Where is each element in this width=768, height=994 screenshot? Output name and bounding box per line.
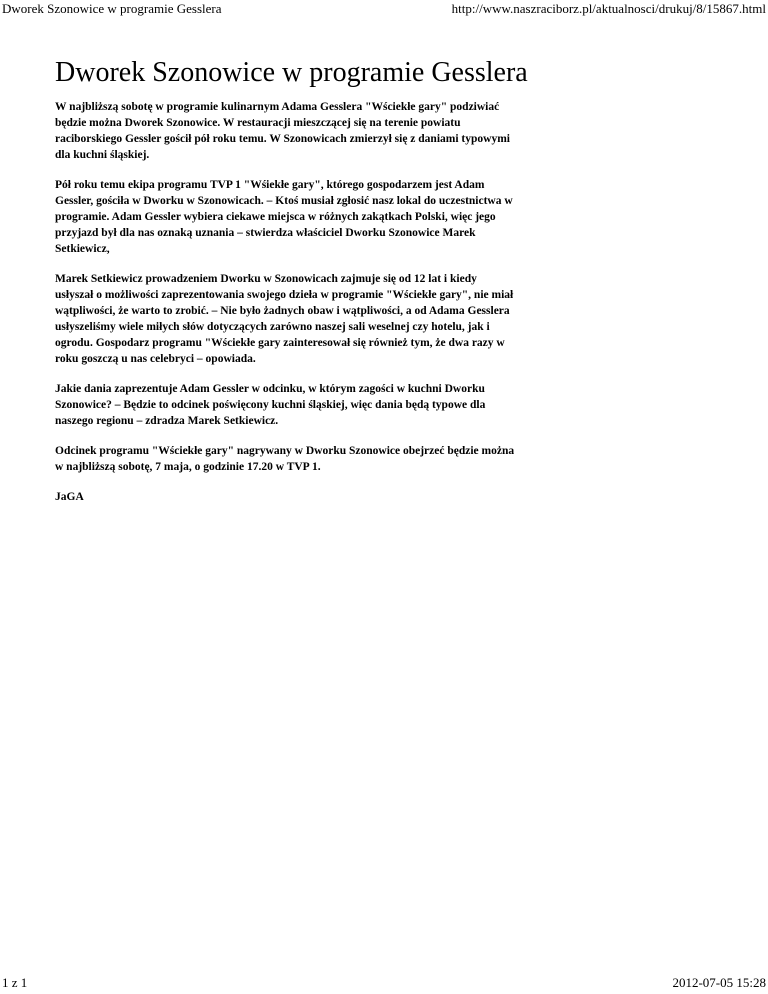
article-lead: W najbliższą sobotę w programie kulinarnym Adama Gesslera "Wściekłe gary" podziwiać będzie można Dworek Szonowice. W restauracji mieszczącej się na terenie powiatu raciborskiego Gessler gościł pół roku temu. W Szonowicach zmierzył się z daniami typowymi dla kuchni śląskiej. xyxy=(55,101,510,161)
article-paragraph: Pół roku temu ekipa programu TVP 1 "Wśiekłe gary", którego gospodarzem jest Adam Gessler, gościła w Dworku w Szonowicach. – Ktoś musiał zgłosić nasz lokal do uczestnictwa w programie. Adam Gessler wybiera ciekawe miejsca w różnych zakątkach Polski, więc jego przyjazd był dla nas oznaką uznania – stwierdza właściciel Dworku Szonowice Marek Setkiewicz, xyxy=(55,179,513,255)
article-paragraph: Jakie dania zaprezentuje Adam Gessler w odcinku, w którym zagości w kuchni Dworku Szonowice? – Będzie to odcinek poświęcony kuchni śląskiej, więc dania będą typowe dla naszego regionu – zdradza Marek Setkiewicz. xyxy=(55,383,486,427)
print-footer-page-number: 1 z 1 xyxy=(2,975,28,990)
article xyxy=(55,50,528,519)
print-header-page-title: Dworek Szonowice w programie Gesslera xyxy=(2,1,222,16)
print-header-url: http://www.naszraciborz.pl/aktualnosci/drukuj/8/15867.html xyxy=(451,1,766,16)
print-footer-datetime: 2012-07-05 15:28 xyxy=(672,975,766,990)
article-author: JaGA xyxy=(55,491,84,503)
article-paragraph: Marek Setkiewicz prowadzeniem Dworku w Szonowicach zajmuje się od 12 lat i kiedy usłyszał o możliwości zaprezentowania swojego dzieła w programie "Wściekłe gary", nie miał wątpliwości, że warto to zrobić. – Nie było żadnych obaw i wątpliwości, a od Adama Gesslera usłyszeliśmy wiele miłych słów dotyczących zarówno naszej sali weselnej czy hotelu, jak i ogrodu. Gospodarz programu "Wściekłe gary zainteresował się również tym, że dwa razy w roku goszczą u nas celebryci – opowiada. xyxy=(55,273,514,365)
article-paragraph: Odcinek programu "Wściekłe gary" nagrywany w Dworku Szonowice obejrzeć będzie można w najbliższą sobotę, 7 maja, o godzinie 17.20 w TVP 1. xyxy=(55,445,515,473)
article-title: Dworek Szonowice w programie Gesslera xyxy=(55,57,528,88)
